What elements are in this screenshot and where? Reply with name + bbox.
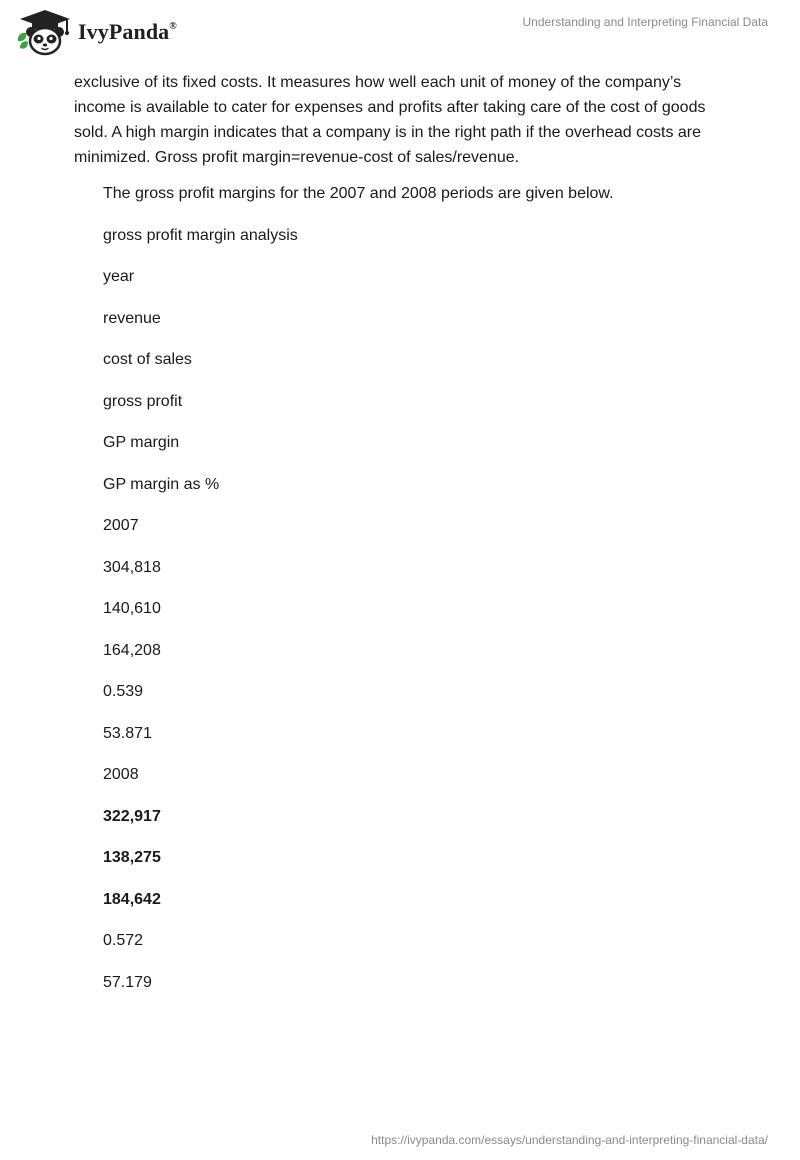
- brand-name: IvyPanda®: [78, 19, 177, 44]
- text-line: revenue: [103, 309, 161, 327]
- data-lines: [103, 184, 734, 993]
- text-line: 140,610: [103, 600, 161, 617]
- text-line: 0.572: [103, 932, 144, 949]
- text-line: 184,642: [103, 890, 161, 908]
- text-line: cost of sales: [103, 351, 192, 368]
- text-line: year: [103, 268, 135, 285]
- panda-graduate-icon: [14, 8, 76, 56]
- text-line: 0.539: [103, 683, 144, 700]
- document-body: [74, 70, 734, 1014]
- text-line: 2008: [103, 766, 139, 783]
- intro-paragraph: exclusive of its fixed costs. It measures how well each unit of money of the company’s income is available to cater for expenses and profits after taking care of the cost of goods sold. A high margin indicates that a company is in the right path if the overhead costs are minimized. Gross profit margin=revenue-cost of sales/revenue.: [74, 74, 706, 166]
- text-line: 164,208: [103, 641, 161, 659]
- text-line: gross profit margin analysis: [103, 226, 298, 244]
- text-line: 2007: [103, 517, 139, 534]
- text-line: The gross profit margins for the 2007 and 2008 periods are given below.: [103, 185, 614, 202]
- text-line: gross profit: [103, 392, 183, 410]
- page-header: [0, 0, 800, 70]
- source-url[interactable]: https://ivypanda.com/essays/understanding-and-interpreting-financial-data/: [371, 1133, 768, 1147]
- text-line: 53.871: [103, 724, 152, 742]
- text-line: 304,818: [103, 558, 161, 576]
- document-title: Understanding and Interpreting Financial Data: [522, 15, 768, 29]
- text-line: 57.179: [103, 973, 152, 991]
- text-line: 138,275: [103, 849, 161, 866]
- ivypanda-logo[interactable]: [14, 8, 177, 56]
- text-line: GP margin as %: [103, 475, 220, 493]
- text-line: GP margin: [103, 434, 180, 451]
- text-line: 322,917: [103, 807, 161, 825]
